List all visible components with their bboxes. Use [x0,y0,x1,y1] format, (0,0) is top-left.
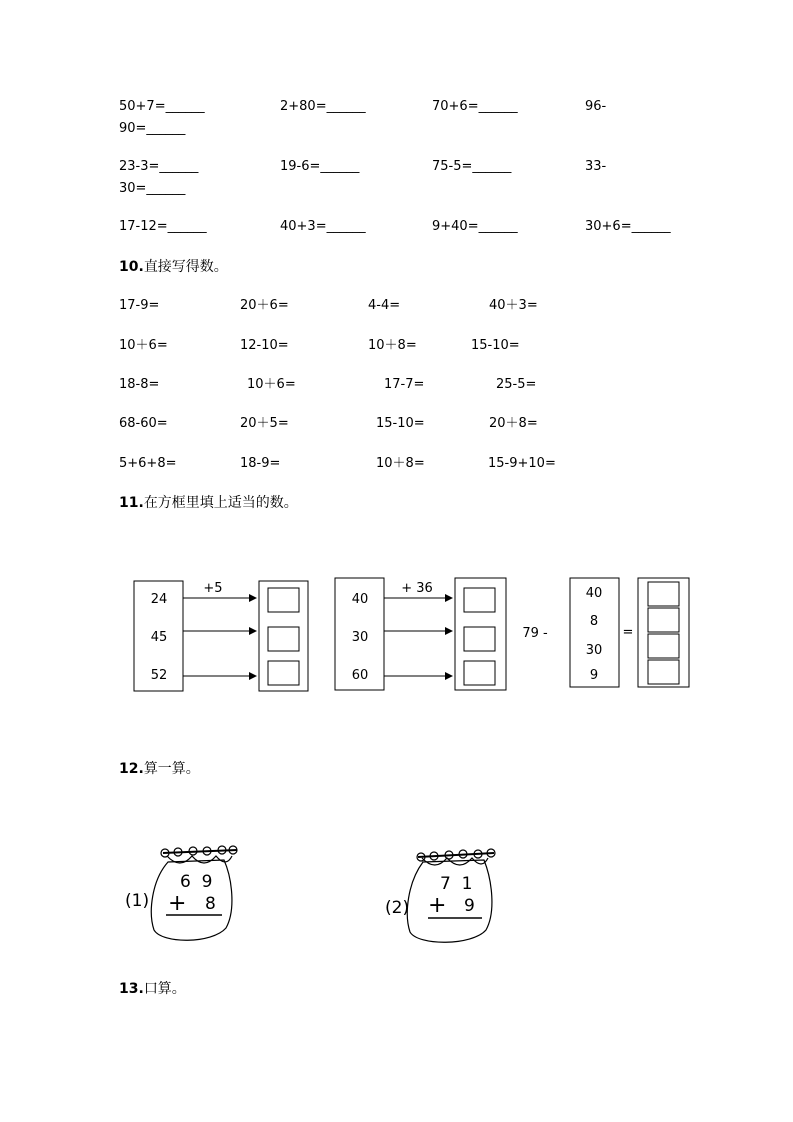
q9-item: 40+3=______ [280,219,366,234]
q11-subtrahend: 9 [589,668,599,683]
q11-input: 30 [351,630,369,645]
q10-item: 68-60= [119,416,168,431]
q13-number: 13. [119,981,144,997]
q9-item: 30=______ [119,181,186,196]
q11-subtrahend: 40 [585,586,603,601]
q10-item: 4-4= [368,298,401,313]
q10-item: 20＋5= [240,416,289,431]
q12-title: 算一算。 [143,761,200,777]
q9-item: 96- [585,99,607,114]
q11-op-2: + 36 [401,581,433,596]
q10-item: 20＋6= [240,298,289,313]
problem-label: (1) [125,891,150,911]
q11-input: 45 [150,630,168,645]
q10-number: 10. [119,259,144,275]
q10-item: 17-7= [384,377,425,392]
problem-bottom: 9 [464,896,475,916]
q11-input: 24 [150,592,168,607]
problem-bottom: 8 [205,894,216,914]
q10-item: 10＋8= [376,456,425,471]
q10-item: 10＋6= [119,338,168,353]
bag-icon [151,846,237,940]
plus-sign: + [428,893,447,918]
q9-item: 19-6=______ [280,159,360,174]
q11-input: 40 [351,592,369,607]
q11-input: 60 [351,668,369,683]
problem-label: (2) [385,898,410,918]
q9-item: 23-3=______ [119,159,199,174]
q11-op-1: +5 [203,581,223,596]
q10-item: 5+6+8= [119,456,177,471]
bag-icon [407,849,495,942]
q9-item: 70+6=______ [432,99,518,114]
q10-item: 18-8= [119,377,160,392]
q13-heading [119,980,186,998]
q10-item: 20＋8= [489,416,538,431]
q10-item: 10＋6= [247,377,296,392]
q11-minuend: 79 - [522,626,548,641]
q9-item: 33- [585,159,607,174]
q9-item: 9+40=______ [432,219,518,234]
q10-title: 直接写得数。 [143,259,228,275]
q11-title: 在方框里填上适当的数。 [143,495,298,511]
problem-top: 7 1 [440,874,473,894]
q9-item: 90=______ [119,121,186,136]
q11-equals: = [622,625,634,640]
q10-item: 15-10= [376,416,425,431]
q11-input: 52 [150,668,168,683]
q10-item: 12-10= [240,338,289,353]
q10-item: 10＋8= [368,338,417,353]
plus-sign: + [168,891,187,916]
problem-top: 6 9 [180,872,213,892]
q9-item: 30+6=______ [585,219,671,234]
q9-item: 17-12=______ [119,219,207,234]
q12-number: 12. [119,761,144,777]
q10-item: 15-10= [471,338,520,353]
q11-subtrahend: 8 [589,614,599,629]
q9-item: 2+80=______ [280,99,366,114]
q10-item: 17-9= [119,298,160,313]
q11-subtrahend: 30 [585,643,603,658]
q9-item: 75-5=______ [432,159,512,174]
q9-item: 50+7=______ [119,99,205,114]
q10-item: 18-9= [240,456,281,471]
q13-title: 口算。 [143,981,186,997]
q10-item: 40＋3= [489,298,538,313]
q10-item: 25-5= [496,377,537,392]
q10-item: 15-9+10= [488,456,556,471]
q11-number: 11. [119,495,144,511]
